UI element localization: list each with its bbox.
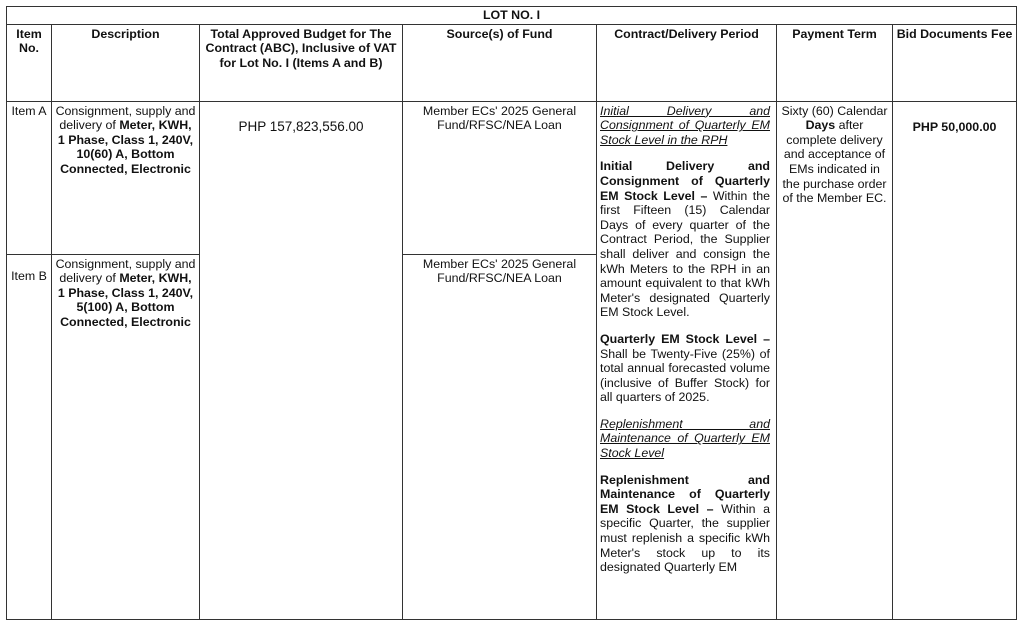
lot-title-row [7,7,1017,25]
bid-fee-value: PHP 50,000.00 [893,101,1017,619]
period-heading-2: Replenishment and Maintenance of Quarterly EM Stock Level [600,416,770,461]
lot-title: LOT NO. I [7,7,1017,25]
header-row [7,24,1017,101]
header-item-no: Item No. [7,24,52,101]
period-cell [597,101,777,619]
item-b-description [52,254,200,619]
period-para-3-text: Within a specific Quarter, the supplier must replenish a specific kWh Meter's stock up to its designated Quarterly EM [600,501,771,575]
payment-term [777,101,893,619]
budget-value: PHP 157,823,556.00 [200,101,403,619]
payment-term-bold: Days [805,118,836,133]
period-para-2 [600,332,770,405]
header-description: Description [52,24,200,101]
header-source: Source(s) of Fund [403,24,597,101]
lot-table [6,6,1017,620]
payment-term-suffix: after complete delivery and acceptance of EMs indicated in the purchase order of the Member EC. [782,118,887,206]
period-para-3-bold: Replenishment and Maintenance of Quarterly EM Stock Level – [600,472,770,516]
period-para-1-bold: Initial Delivery and Consignment of Quarterly EM Stock Level – [600,159,770,203]
item-a-source: Member ECs' 2025 General Fund/RFSC/NEA Loan [403,101,597,254]
period-para-2-bold: Quarterly EM Stock Level – [600,331,770,346]
period-para-3 [600,473,770,575]
item-b-desc-plain: Consignment, supply and delivery of [55,256,196,286]
item-a-desc-plain: Consignment, supply and delivery of [55,103,196,133]
item-b-label: Item B [7,254,52,619]
period-heading-1: Initial Delivery and Consignment of Quarterly EM Stock Level in the RPH [600,103,770,147]
item-a-label: Item A [7,101,52,254]
item-b-desc-bold: Meter, KWH, 1 Phase, Class 1, 240V, 5(100) A, Bottom Connected, Electronic [57,271,194,329]
period-para-1 [600,159,770,320]
header-period: Contract/Delivery Period [597,24,777,101]
period-para-2-text: Shall be Twenty-Five (25%) of total annual forecasted volume (inclusive of Buffer Stock) for all quarters of 2025. [600,346,770,405]
item-a-description [52,101,200,254]
header-fee: Bid Documents Fee [893,24,1017,101]
item-b-source: Member ECs' 2025 General Fund/RFSC/NEA Loan [403,254,597,619]
payment-term-prefix: Sixty (60) Calendar [781,103,888,118]
header-budget: Total Approved Budget for The Contract (ABC), Inclusive of VAT for Lot No. I (Items A and B) [200,24,403,101]
table-row-item-a [7,101,1017,254]
item-a-desc-bold: Meter, KWH, 1 Phase, Class 1, 240V, 10(60) A, Bottom Connected, Electronic [57,118,194,176]
period-para-1-text: Within the first Fifteen (15) Calendar Days of every quarter of the Contract Period, the Supplier shall deliver and consign the kWh Meters to the RPH in an amount equivalent to that kWh Meter's designated Quarterly EM Stock Level. [600,188,770,320]
header-payment: Payment Term [777,24,893,101]
